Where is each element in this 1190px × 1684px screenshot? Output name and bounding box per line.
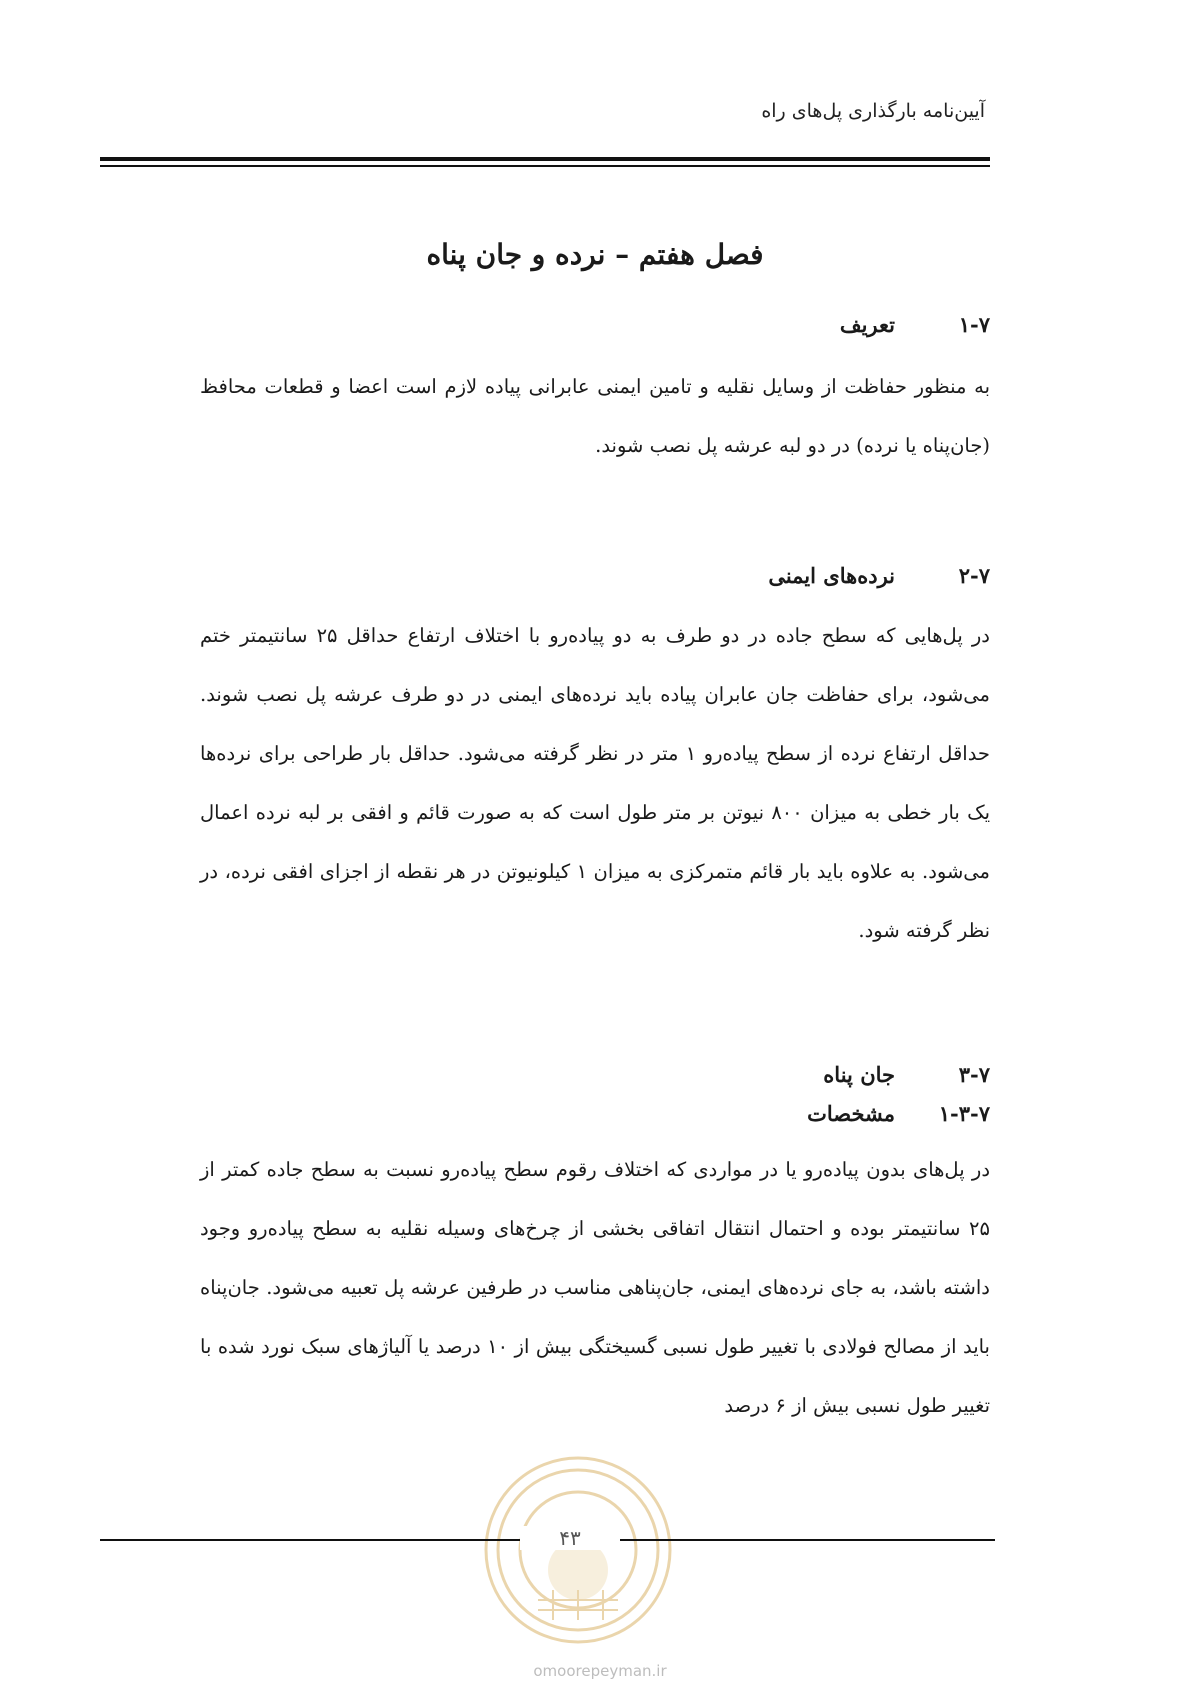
page-number: ۴۳ (520, 1526, 620, 1550)
section-heading (200, 563, 990, 588)
header-rule-thick (100, 157, 990, 161)
watermark-url: omoorepeyman.ir (533, 1662, 667, 1680)
section-paragraph: در پل‌هایی که سطح جاده در دو طرف به دو پیاده‌رو با اختلاف ارتفاع حداقل ۲۵ سانتیمتر ختم می‌شود، برای حفاظت جان عابران پیاده باید نرده‌های ایمنی در دو طرف عرشه پل نصب شوند. حداقل ارتفاع نرده از سطح پیاده‌رو ۱ متر در نظر گرفته می‌شود. حداقل بار طراحی برای نرده‌ها یک بار خطی به میزان ۸۰۰ نیوتن بر متر طول است که به صورت قائم و افقی بر لبه نرده اعمال می‌شود. به علاوه باید بار قائم متمرکزی به میزان ۱ کیلونیوتن در هر نقطه از اجزای افقی نرده، در نظر گرفته شود. (200, 624, 991, 942)
section-heading (200, 1062, 990, 1087)
section-title: نرده‌های ایمنی (768, 563, 895, 588)
watermark-seal-logo (478, 1450, 678, 1650)
section-definition (200, 312, 990, 475)
section-paragraph: به منظور حفاظت از وسایل نقلیه و تامین ایمنی عابرانی پیاده لازم است اعضا و قطعات محافظ (جان‌پناه یا نرده) در دو لبه عرشه پل نصب شوند. (200, 375, 990, 457)
subsection-heading (200, 1101, 990, 1126)
subsection-title: مشخصات (807, 1101, 895, 1126)
section-number: ۲-۷ (958, 563, 990, 588)
section-paragraph: در پل‌های بدون پیاده‌رو یا در مواردی که اختلاف رقوم سطح پیاده‌رو نسبت به سطح جاده کمتر از ۲۵ سانتیمتر بوده و احتمال انتقال اتفاقی بخشی از چرخ‌های وسیله نقلیه به سطح پیاده‌رو وجود داشته باشد، به جای نرده‌های ایمنی، جان‌پناهی مناسب در طرفین عرشه پل تعبیه می‌شود. جان‌پناه باید از مصالح فولادی با تغییر طول نسبی گسیختگی بیش از ۱۰ درصد یا آلیاژهای سبک نورد شده با تغییر طول نسبی بیش از ۶ درصد (200, 1158, 990, 1417)
section-title: تعریف (839, 312, 895, 337)
section-title: جان پناه (823, 1062, 895, 1087)
subsection-number: ۱-۳-۷ (938, 1101, 990, 1126)
header-rule-thin (100, 165, 990, 167)
section-number: ۱-۷ (958, 312, 990, 337)
chapter-title: فصل هفتم – نرده و جان پناه (426, 238, 764, 271)
section-heading (200, 312, 990, 337)
running-header-title: آیین‌نامه بارگذاری پل‌های راه (761, 100, 985, 122)
section-parapet (200, 1062, 990, 1435)
section-safety-railings (200, 563, 990, 960)
section-number: ۳-۷ (958, 1062, 990, 1087)
